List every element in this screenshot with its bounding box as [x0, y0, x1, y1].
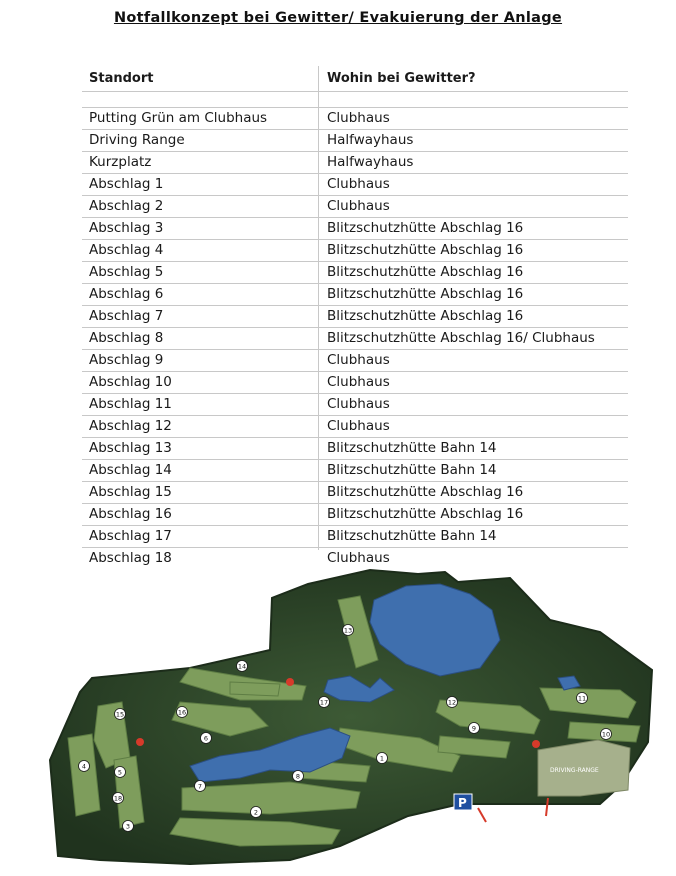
destination-cell: Blitzschutzhütte Abschlag 16 [327, 484, 524, 500]
destination-cell: Clubhaus [327, 418, 390, 434]
hole-number: 11 [577, 694, 587, 703]
standort-cell: Abschlag 16 [89, 506, 172, 522]
driving-range [538, 740, 630, 796]
hole-badge-8 [293, 771, 304, 782]
standort-cell: Abschlag 18 [89, 550, 172, 566]
destination-cell: Blitzschutzhütte Abschlag 16 [327, 506, 524, 522]
header-wohin: Wohin bei Gewitter? [327, 71, 476, 86]
destination-cell: Halfwayhaus [327, 154, 414, 170]
destination-cell: Blitzschutzhütte Abschlag 16 [327, 286, 524, 302]
destination-cell: Halfwayhaus [327, 132, 414, 148]
standort-cell: Putting Grün am Clubhaus [89, 110, 268, 126]
standort-cell: Abschlag 13 [89, 440, 172, 456]
table-row [82, 283, 628, 305]
hole-number: 13 [343, 626, 353, 635]
hole-badge-18 [113, 793, 124, 804]
hole-number: 2 [253, 808, 259, 817]
page-title: Notfallkonzept bei Gewitter/ Evakuierung der Anlage [113, 10, 563, 26]
hole-badge-15 [115, 709, 126, 720]
table-row [82, 239, 628, 261]
table-row [82, 371, 628, 393]
table-header-row [82, 66, 628, 91]
table-row [82, 437, 628, 459]
hole-badge-4 [79, 761, 90, 772]
hole-number: 5 [117, 768, 123, 777]
destination-cell: Clubhaus [327, 352, 390, 368]
destination-cell: Clubhaus [327, 198, 390, 214]
hole-badge-2 [251, 807, 262, 818]
standort-cell: Abschlag 6 [89, 286, 164, 302]
table-row [82, 305, 628, 327]
table-row [82, 349, 628, 371]
parking-label: P [458, 796, 467, 810]
table-body [82, 107, 628, 569]
hole-number: 10 [601, 730, 611, 739]
destination-cell: Blitzschutzhütte Bahn 14 [327, 462, 497, 478]
hole-number: 14 [237, 662, 247, 671]
standort-cell: Abschlag 7 [89, 308, 164, 324]
destination-cell: Clubhaus [327, 550, 390, 566]
table-row [82, 195, 628, 217]
table-row [82, 327, 628, 349]
standort-cell: Abschlag 15 [89, 484, 172, 500]
hole-number: 3 [125, 822, 131, 831]
course-map [40, 560, 670, 870]
hole-number: 7 [197, 782, 203, 791]
standort-cell: Driving Range [89, 132, 185, 148]
table-row [82, 217, 628, 239]
hole-badge-16 [177, 707, 188, 718]
table-spacer-row [82, 91, 628, 107]
table-row [82, 503, 628, 525]
hole-badge-13 [343, 625, 354, 636]
standort-cell: Abschlag 2 [89, 198, 164, 214]
standort-cell: Abschlag 9 [89, 352, 164, 368]
header-standort: Standort [89, 71, 154, 86]
course-map-svg [40, 560, 670, 870]
table-row [82, 151, 628, 173]
hole-number: 15 [115, 710, 125, 719]
table-row [82, 481, 628, 503]
destination-cell: Blitzschutzhütte Abschlag 16/ Clubhaus [327, 330, 595, 346]
hole-badge-1 [377, 753, 388, 764]
hole-number: 9 [471, 724, 477, 733]
hole-number: 1 [379, 754, 385, 763]
table-row [82, 261, 628, 283]
hole-number: 12 [447, 698, 457, 707]
standort-cell: Abschlag 4 [89, 242, 164, 258]
standort-cell: Abschlag 8 [89, 330, 164, 346]
hole-number: 17 [319, 698, 329, 707]
hole-badge-12 [447, 697, 458, 708]
standort-cell: Abschlag 5 [89, 264, 164, 280]
hole-badge-5 [115, 767, 126, 778]
table-row [82, 393, 628, 415]
hole-number: 16 [177, 708, 187, 717]
hole-badge-3 [123, 821, 134, 832]
standort-cell: Abschlag 12 [89, 418, 172, 434]
evacuation-table [82, 66, 628, 569]
table-row [82, 459, 628, 481]
driving-range-label: DRIVING-RANGE [550, 767, 599, 774]
destination-cell: Blitzschutzhütte Bahn 14 [327, 440, 497, 456]
table-row [82, 525, 628, 547]
standort-cell: Abschlag 17 [89, 528, 172, 544]
hole-badge-10 [601, 729, 612, 740]
hole-badge-9 [469, 723, 480, 734]
destination-cell: Clubhaus [327, 110, 390, 126]
standort-cell: Kurzplatz [89, 154, 152, 170]
destination-cell: Blitzschutzhütte Abschlag 16 [327, 242, 524, 258]
destination-cell: Blitzschutzhütte Abschlag 16 [327, 308, 524, 324]
hole-badge-7 [195, 781, 206, 792]
destination-cell: Clubhaus [327, 176, 390, 192]
destination-cell: Clubhaus [327, 374, 390, 390]
parking-marker [454, 794, 472, 810]
hole-badge-17 [319, 697, 330, 708]
standort-cell: Abschlag 11 [89, 396, 172, 412]
destination-cell: Clubhaus [327, 396, 390, 412]
table-row [82, 415, 628, 437]
hole-number: 18 [113, 794, 123, 803]
table-row [82, 107, 628, 129]
hole-number: 4 [81, 762, 87, 771]
standort-cell: Abschlag 3 [89, 220, 164, 236]
hole-number: 6 [203, 734, 209, 743]
table-row [82, 129, 628, 151]
hole-badge-11 [577, 693, 588, 704]
standort-cell: Abschlag 14 [89, 462, 172, 478]
destination-cell: Blitzschutzhütte Abschlag 16 [327, 220, 524, 236]
standort-cell: Abschlag 1 [89, 176, 164, 192]
standort-cell: Abschlag 10 [89, 374, 172, 390]
hole-badge-14 [237, 661, 248, 672]
destination-cell: Blitzschutzhütte Abschlag 16 [327, 264, 524, 280]
hole-badge-6 [201, 733, 212, 744]
table-row [82, 173, 628, 195]
hole-number: 8 [295, 772, 301, 781]
destination-cell: Blitzschutzhütte Bahn 14 [327, 528, 497, 544]
